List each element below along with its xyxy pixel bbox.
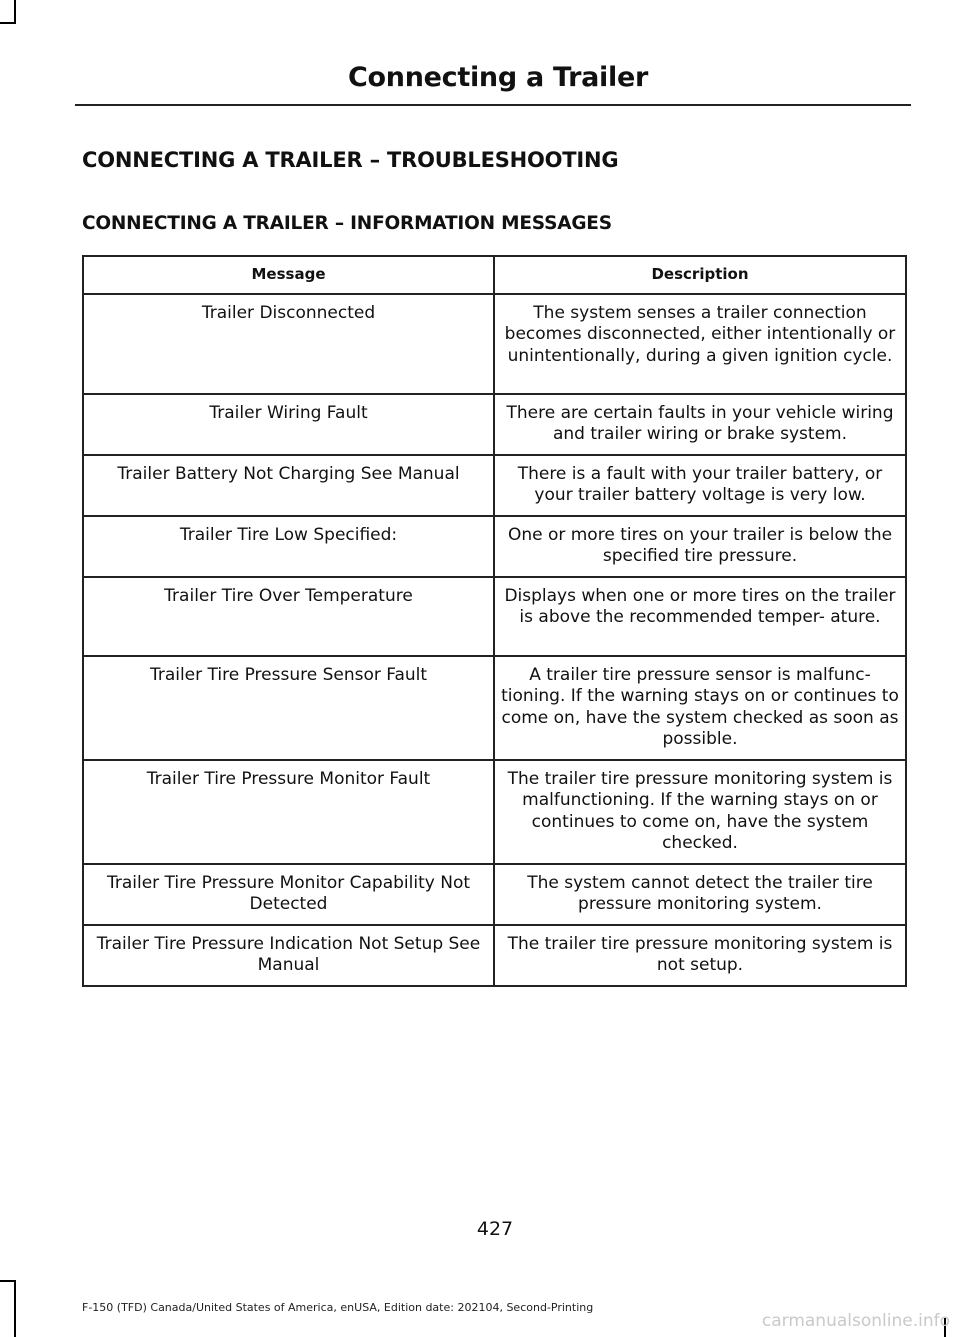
description-cell: The trailer tire pressure monitoring system is malfunctioning. If the warning stays on or continues to come on, have the system checked.: [494, 760, 906, 864]
description-cell: The system cannot detect the trailer tire pressure monitoring system.: [494, 864, 906, 925]
message-cell: Trailer Disconnected: [83, 294, 494, 394]
message-cell: Trailer Tire Low Specified:: [83, 516, 494, 577]
description-cell: The trailer tire pressure monitoring system is not setup.: [494, 925, 906, 986]
page-header-title: Connecting a Trailer: [348, 62, 648, 93]
description-cell: Displays when one or more tires on the trailer is above the recommended temper- ature.: [494, 577, 906, 656]
subsection-title: CONNECTING A TRAILER – INFORMATION MESSAGES: [82, 213, 612, 234]
table-row: [83, 925, 906, 986]
edition-footer: F-150 (TFD) Canada/United States of America, enUSA, Edition date: 202104, Second-Printing: [82, 1301, 594, 1314]
information-messages-table: [82, 255, 907, 987]
message-cell: Trailer Battery Not Charging See Manual: [83, 455, 494, 516]
column-header-message: Message: [83, 256, 494, 294]
watermark: carmanualsonline.info: [761, 1311, 950, 1331]
table-row: [83, 760, 906, 864]
crop-mark-bottom-left-v: [14, 1280, 16, 1337]
table-row: [83, 656, 906, 760]
table-row: [83, 394, 906, 455]
header-divider: [75, 104, 911, 106]
message-cell: Trailer Tire Pressure Monitor Fault: [83, 760, 494, 864]
description-cell: There are certain faults in your vehicle wiring and trailer wiring or brake system.: [494, 394, 906, 455]
message-cell: Trailer Tire Over Temperature: [83, 577, 494, 656]
crop-mark-bottom-left-h: [0, 1280, 16, 1282]
table-row: [83, 516, 906, 577]
table-row: [83, 294, 906, 394]
message-cell: Trailer Tire Pressure Indication Not Setup See Manual: [83, 925, 494, 986]
table-header-row: [83, 256, 906, 294]
description-cell: One or more tires on your trailer is below the specified tire pressure.: [494, 516, 906, 577]
column-header-description: Description: [494, 256, 906, 294]
description-cell: There is a fault with your trailer battery, or your trailer battery voltage is very low.: [494, 455, 906, 516]
page-number: 427: [476, 1218, 514, 1240]
description-cell: A trailer tire pressure sensor is malfunc- tioning. If the warning stays on or continues to come on, have the system checked as soon as possible.: [494, 656, 906, 760]
crop-mark-top-left-v: [14, 0, 16, 24]
table-row: [83, 577, 906, 656]
crop-mark-top-left-h: [0, 22, 16, 24]
message-cell: Trailer Tire Pressure Sensor Fault: [83, 656, 494, 760]
table-row: [83, 455, 906, 516]
section-title: CONNECTING A TRAILER – TROUBLESHOOTING: [82, 148, 619, 172]
message-cell: Trailer Wiring Fault: [83, 394, 494, 455]
message-cell: Trailer Tire Pressure Monitor Capability Not Detected: [83, 864, 494, 925]
description-cell: The system senses a trailer connection becomes disconnected, either intentionally or unintentionally, during a given ignition cycle.: [494, 294, 906, 394]
table-row: [83, 864, 906, 925]
